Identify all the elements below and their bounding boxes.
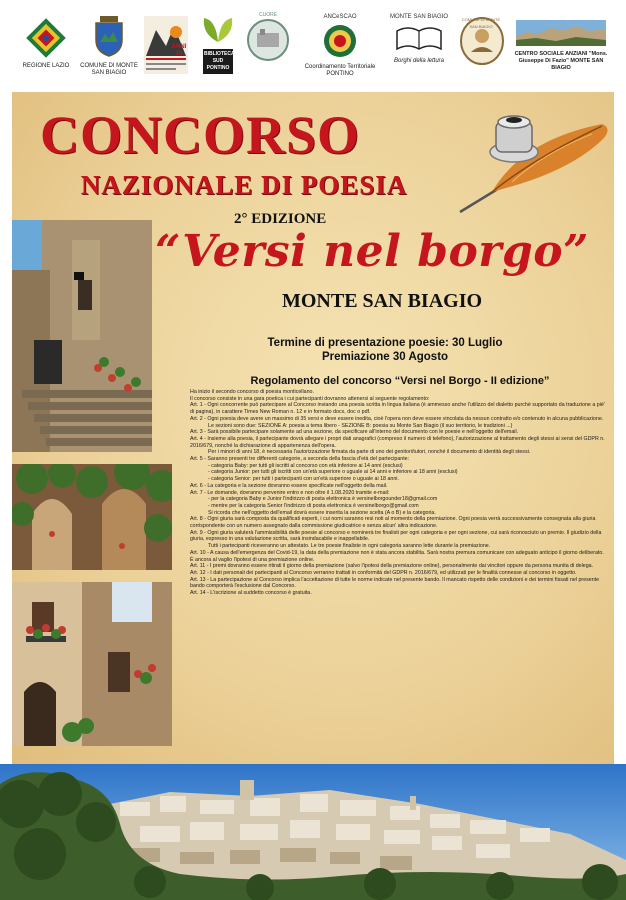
deadline-text: Termine di presentazione poesie: 30 Luglio	[267, 337, 503, 349]
logo-caption: REGIONE LAZIO	[22, 63, 70, 69]
photo-flowered-houses	[12, 582, 172, 746]
rule-line: Tutti i partecipanti riceveranno un attestato. Le tre poesie finaliste in ogni categoria saranno lette durante la premiazione.	[208, 543, 491, 550]
logo-caption: CUORE	[258, 12, 278, 18]
title-nazionale-di-poesia: NAZIONALE DI POESIA	[80, 170, 408, 200]
rule-line: Art. 14 - L'iscrizione al suddetto concorso è gratuita.	[190, 590, 312, 597]
rule-line: Le sezioni sono due: SEZIONE A: poesia a tema libero - SEZIONE B: poesia su Monte San Biagio (il suo territorio, le tradizioni ...)	[208, 422, 513, 429]
town-panorama-photo	[0, 764, 626, 900]
rule-line: Art. 12 - I dati personali dei partecipanti al Concorso verranno trattati in conformità del GDPR n. 2016/679, ed utilizzati per le finalità connesse al concorso in oggetto.	[190, 569, 577, 576]
rule-line: Art. 10 - A causa dell'emergenza del Covid-19, la data della premiazione non è stata ancora stabilita. Sarà nostra premura comunicare con adeguato anticipo il giorno deliberato. È ancora al vaglio l'ipotesi di una premiazione online.	[190, 549, 604, 563]
centro-anziani-logo	[513, 20, 609, 72]
town-photo-icon	[516, 20, 606, 46]
title-concorso: CONCORSO	[40, 105, 361, 165]
rule-line: - categoria Senior: per tutti i partecipanti con un'età superiore o uguale ai 18 anni.	[208, 476, 399, 483]
edition-label: 2° EDIZIONE	[234, 211, 327, 227]
comune-logo	[80, 14, 138, 77]
regione-lazio-emblem-icon	[26, 18, 66, 58]
anniversary-logo	[143, 16, 189, 77]
rule-line: Art. 4 - Insieme alla poesia, il partecipante dovrà allegare i propri dati anagrafici (compreso il numero di telefono), l'autorizzazione al trattamento degli stessi ai sensi del GDPR n. 2016/679, nonché la dichiarazione di appartenenza dell'opera.	[190, 435, 605, 449]
logo-caption: ANNI 10	[171, 44, 187, 57]
coat-of-arms-icon	[91, 14, 127, 58]
rule-line: Art. 13 - La partecipazione al Concorso implica l'accettazione di tutte le norme indicate nel presente bando. Il mancato rispetto delle condizioni e dei termini fissati nel presente bando comporterà l'esclusione dal Concorso.	[190, 576, 600, 590]
quill-inkwell-icon	[452, 104, 612, 214]
rule-line: Art. 5 - Saranno presenti tre differenti categorie, a seconda della fascia d'età del partecipante:	[190, 456, 410, 463]
photo-vine-alley	[12, 464, 172, 570]
regulation-title: Regolamento del concorso “Versi nel Borgo - II edizione”	[250, 375, 550, 387]
open-book-icon	[394, 23, 444, 53]
houses-photo-icon	[12, 582, 172, 746]
rule-line: Art. 3 - Sarà possibile partecipare solamente ad una sezione, da specificare all'interno del documento con le poesie e nell'oggetto dell'email.	[190, 429, 519, 436]
comune-seal-logo	[458, 16, 506, 69]
logo-top-text: MONTE SAN BIAGIO	[389, 14, 448, 20]
rule-line: Il concorso consiste in una gara poetica i cui partecipanti dovranno attenersi al seguente regolamento:	[190, 395, 430, 402]
award-date-text: Premiazione 30 Agosto	[321, 351, 449, 363]
rule-line: - categoria Baby: per tutti gli iscritti al concorso con età inferiore ai 14 anni (esclusi)	[208, 462, 403, 469]
rule-line: Art. 11 - I premi dovranno essere ritirati il giorno della premiazione (salvo l'ipotesi della premiazione online), personalmente dai vincitori oppure da persona munita di delega.	[190, 563, 594, 570]
cuore-logo	[246, 12, 290, 65]
subtitle-versi-nel-borgo: “Versi nel borgo”	[155, 226, 589, 277]
leaf-icon	[198, 14, 238, 44]
regione-lazio-logo	[20, 18, 72, 70]
logo-caption: COMUNE DI MONTE SAN BIAGIO	[80, 63, 138, 76]
rule-line: Si ricorda che nell'oggetto dell'email dovrà essere inserita la sezione scelta (A o B) e la categoria.	[208, 509, 436, 516]
rule-line: Per i minori di anni 18, è necessaria l'autorizzazione firmata da parte di uno dei genitori/tutori, nonché il documento di identità degli stessi.	[208, 449, 531, 456]
logo-caption: COMUNE DI MONTE SAN BIAGIO	[461, 17, 501, 29]
borghi-lettura-logo	[386, 14, 452, 65]
poster	[12, 92, 614, 764]
rule-line: Ha inizio il secondo concorso di poesia monticellano.	[190, 389, 314, 395]
town-name: MONTE SAN BIAGIO	[282, 290, 483, 312]
ancescao-emblem-icon	[322, 23, 358, 59]
dates-block	[232, 336, 538, 364]
biblioteca-logo	[196, 14, 240, 74]
rules-text	[190, 389, 608, 597]
rule-line: - mentre per la categoria Senior l'indirizzo di posta elettronica è versinelborgo@gmail.com	[208, 502, 419, 509]
alley-photo-icon	[12, 464, 172, 570]
rule-line: Art. 8 - Ogni giuria sarà composta da qualificati esperti, i cui nomi saranno resi noti al momento della premiazione. Ogni poesia verrà successivamente consegnata alla giuria corrispondente con un numero assegnato dalla commissione giudicatrice e senza alcun' altra indicazione.	[190, 516, 596, 530]
ancescao-logo	[300, 14, 380, 78]
hilltown-panorama-icon	[0, 764, 626, 900]
logo-caption: Borghi della lettura	[393, 58, 445, 64]
logo-caption: Coordinamento Territoriale PONTINO	[304, 64, 376, 77]
stairway-photo-icon	[12, 220, 152, 452]
rule-line: - per la categoria Baby e Junior l'indirizzo di posta elettronica è versinelborgounder18@gmail.com	[208, 496, 438, 503]
logo-caption: BIBLIOTECA SUD PONTINO	[203, 49, 233, 74]
sponsor-logo-strip	[0, 0, 626, 90]
photo-stone-stairway	[12, 220, 152, 452]
rule-line: Art. 6 - La categoria e la sezione dovranno essere specificate nell'oggetto della mail.	[190, 482, 388, 489]
logo-top-text: ANCeSCAO	[323, 14, 357, 20]
rule-line: Art. 9 - Ogni giuria valuterà l'ammissibilità delle poesie al concorso e nominerà tre finalisti per ogni categoria e per ogni sezione, cui sarà riconosciuto un premio. Il giudizio della giuria, espresso in una valutazione scritta, sarà insindacabile e inappellabile.	[190, 529, 602, 543]
rule-line: Art. 2 - Ogni poesia deve avere un massimo di 35 versi e deve essere inedita, cioè l'opera non deve essere vincolata da nessun contratto e/o contenuto in alcuna pubblicazione.	[190, 415, 604, 422]
rule-line: Art. 1 - Ogni concorrente può partecipare al Concorso inviando una poesia scritta in lingua italiana (è ammesso anche l'utilizzo del dialetto purché supportato da traduzione a piè' di pagina), in carattere Times New Roman n. 12 e in formato docx, doc o pdf.	[190, 402, 605, 416]
round-seal-icon	[246, 18, 290, 62]
rule-line: Art. 7 - Le domande, dovranno pervenire entro e non oltre il 1.08.2020 tramite e-mail:	[190, 489, 390, 496]
rule-line: - categoria Junior: per tutti gli iscritti con un'età superiore o uguale ai 14 anni e inferiore ai 18 anni (esclusi)	[208, 469, 458, 476]
logo-caption: CENTRO SOCIALE ANZIANI "Mons. Giuseppe Di Fazio" MONTE SAN BIAGIO	[514, 51, 608, 71]
